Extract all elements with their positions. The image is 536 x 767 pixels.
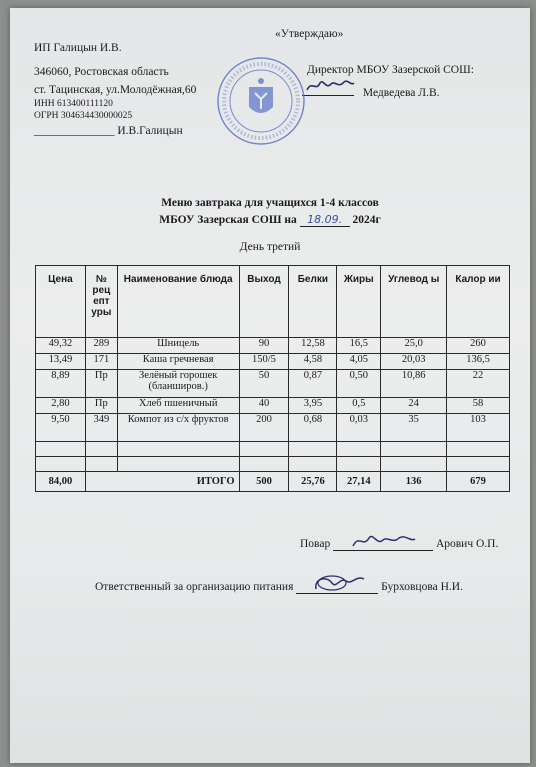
cell-recipe: 349 — [85, 414, 117, 442]
total-weight: 500 — [239, 472, 289, 492]
responsible-signature-line — [296, 581, 378, 594]
cell-dish: Компот из с/х фруктов — [117, 414, 239, 442]
cell-price: 2,80 — [36, 398, 86, 414]
table-total-row — [36, 472, 510, 492]
responsible-label: Ответственный за организацию питания — [95, 581, 294, 593]
cell-fat: 0,5 — [337, 398, 381, 414]
cell-weight: 90 — [239, 338, 289, 354]
seller-address-2: ст. Тацинская, ул.Молодёжная,60 — [34, 84, 197, 96]
cook-signature-line — [333, 538, 433, 551]
header-dish: Наименование блюда — [117, 266, 239, 338]
cell-recipe: Пр — [85, 398, 117, 414]
cell-weight: 150/5 — [239, 354, 289, 370]
cell-fat: 16,5 — [337, 338, 381, 354]
header-carbs: Углевод ы — [381, 266, 447, 338]
official-stamp-icon — [215, 55, 307, 147]
cell-protein: 3,95 — [289, 398, 337, 414]
approval-position: Директор МБОУ Зазерской СОШ: — [307, 64, 474, 76]
cell-fat: 0,03 — [337, 414, 381, 442]
cook-signature-icon — [349, 532, 419, 550]
table-row-empty — [36, 457, 510, 472]
menu-title-line1: Меню завтрака для учащихся 1-4 классов — [161, 197, 379, 209]
cell-kcal: 103 — [447, 414, 510, 442]
cell-kcal: 58 — [447, 398, 510, 414]
menu-title-year: 2024г — [352, 214, 381, 226]
approval-title: «Утверждаю» — [275, 28, 344, 40]
total-kcal: 679 — [447, 472, 510, 492]
table-row — [36, 338, 510, 354]
director-signature-icon — [304, 78, 356, 94]
director-signature-line — [302, 84, 354, 96]
table-row-empty — [36, 442, 510, 457]
total-protein: 25,76 — [289, 472, 337, 492]
header-kcal: Калор ии — [447, 266, 510, 338]
cell-dish: Хлеб пшеничный — [117, 398, 239, 414]
header-recipe-no: № рец епт уры — [85, 266, 117, 338]
cell-kcal: 136,5 — [447, 354, 510, 370]
header-fat: Жиры — [337, 266, 381, 338]
table-header-row — [36, 266, 510, 338]
document-page — [10, 8, 530, 763]
menu-title-school: МБОУ Зазерская СОШ на — [159, 214, 297, 226]
menu-title-line2 — [10, 213, 530, 227]
cell-carbs: 24 — [381, 398, 447, 414]
total-label: ИТОГО — [85, 472, 239, 492]
cell-kcal: 260 — [447, 338, 510, 354]
total-fat: 27,14 — [337, 472, 381, 492]
cell-recipe: Пр — [85, 370, 117, 398]
cook-label: Повар — [300, 538, 331, 550]
cell-carbs: 35 — [381, 414, 447, 442]
table-row — [36, 354, 510, 370]
header-price: Цена — [36, 266, 86, 338]
cell-price: 49,32 — [36, 338, 86, 354]
cell-weight: 50 — [239, 370, 289, 398]
seller-ogrn: ОГРН 304634430000025 — [34, 111, 133, 121]
cell-carbs: 25,0 — [381, 338, 447, 354]
cell-protein: 0,68 — [289, 414, 337, 442]
approval-signature — [302, 84, 440, 100]
header-protein: Белки — [289, 266, 337, 338]
cell-protein: 0,87 — [289, 370, 337, 398]
cell-dish: Зелёный горошек (бланширов.) — [117, 370, 239, 398]
cell-weight: 40 — [239, 398, 289, 414]
menu-date: 18.09. — [300, 213, 350, 227]
cell-price: 9,50 — [36, 414, 86, 442]
total-carbs: 136 — [381, 472, 447, 492]
cell-recipe: 289 — [85, 338, 117, 354]
table-row — [36, 370, 510, 398]
header-weight: Выход — [239, 266, 289, 338]
cell-kcal: 22 — [447, 370, 510, 398]
menu-table — [35, 265, 510, 492]
responsible-signature-icon — [310, 573, 370, 593]
cell-price: 8,89 — [36, 370, 86, 398]
cell-carbs: 20,03 — [381, 354, 447, 370]
cell-dish: Каша гречневая — [117, 354, 239, 370]
seller-address-1: 346060, Ростовская область — [34, 66, 169, 78]
seller-signature-line: ______________ И.В.Галицын — [34, 125, 183, 137]
cell-recipe: 171 — [85, 354, 117, 370]
cook-signature-block — [300, 538, 498, 551]
table-row — [36, 414, 510, 442]
cell-carbs: 10,86 — [381, 370, 447, 398]
cell-price: 13,49 — [36, 354, 86, 370]
seller-name: ИП Галицын И.В. — [34, 42, 122, 54]
total-price: 84,00 — [36, 472, 86, 492]
cell-dish: Шницель — [117, 338, 239, 354]
cell-fat: 4,05 — [337, 354, 381, 370]
responsible-name: Бурховцова Н.И. — [381, 581, 463, 593]
approval-name: Медведева Л.В. — [362, 87, 440, 99]
table-row — [36, 398, 510, 414]
cell-protein: 4,58 — [289, 354, 337, 370]
cell-weight: 200 — [239, 414, 289, 442]
cook-name: Арович О.П. — [435, 538, 499, 550]
seller-inn: ИНН 613400111120 — [34, 99, 113, 109]
menu-day: День третий — [239, 241, 301, 253]
cell-fat: 0,50 — [337, 370, 381, 398]
cell-protein: 12,58 — [289, 338, 337, 354]
responsible-signature-block — [95, 581, 463, 594]
